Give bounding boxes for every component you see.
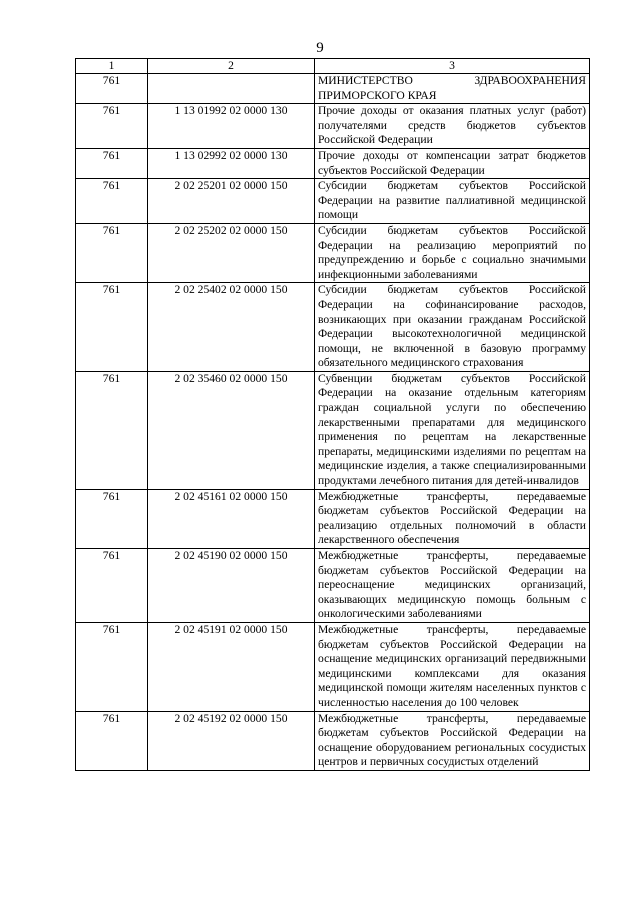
administrator-code-cell: 761 [76, 148, 148, 178]
table-row [76, 711, 590, 770]
column-header-1: 1 [76, 59, 148, 74]
column-header-2: 2 [148, 59, 315, 74]
table-row [76, 74, 590, 104]
administrator-code-cell: 761 [76, 223, 148, 282]
revenue-code-cell: 1 13 01992 02 0000 130 [148, 104, 315, 149]
revenue-name-cell: Субсидии бюджетам субъектов Российской Федерации на софинансирование расходов, возникающих при оказании гражданам Российской Федерации высокотехнологичной медицинской помощи, не включенной в базовую программу обязательного медицинского страхования [315, 283, 590, 372]
administrator-code-cell: 761 [76, 549, 148, 623]
table-body [76, 59, 590, 771]
administrator-code-cell: 761 [76, 489, 148, 548]
revenue-name-cell: МИНИСТЕРСТВО ЗДРАВООХРАНЕНИЯ ПРИМОРСКОГО КРАЯ [315, 74, 590, 104]
administrator-code-cell: 761 [76, 74, 148, 104]
table-row [76, 489, 590, 548]
revenue-name-cell: Прочие доходы от оказания платных услуг (работ) получателями средств бюджетов субъектов Российской Федерации [315, 104, 590, 149]
page-number: 9 [316, 40, 324, 56]
administrator-code-cell: 761 [76, 283, 148, 372]
revenue-code-cell [148, 74, 315, 104]
administrator-code-cell: 761 [76, 179, 148, 224]
administrator-code-cell: 761 [76, 711, 148, 770]
revenue-name-cell: Прочие доходы от компенсации затрат бюджетов субъектов Российской Федерации [315, 148, 590, 178]
revenue-name-cell: Межбюджетные трансферты, передаваемые бюджетам субъектов Российской Федерации на оснащение медицинских организаций передвижными медицинскими комплексами для оказания медицинской помощи жителям населенных пунктов с численностью населения до 100 человек [315, 622, 590, 711]
revenue-code-cell: 2 02 45192 02 0000 150 [148, 711, 315, 770]
revenue-code-cell: 2 02 45190 02 0000 150 [148, 549, 315, 623]
table-row [76, 371, 590, 489]
table-row [76, 104, 590, 149]
administrator-code-cell: 761 [76, 622, 148, 711]
administrator-code-cell: 761 [76, 104, 148, 149]
revenue-name-cell: Субсидии бюджетам субъектов Российской Федерации на развитие паллиативной медицинской помощи [315, 179, 590, 224]
column-header-3: 3 [315, 59, 590, 74]
revenue-code-cell: 2 02 25201 02 0000 150 [148, 179, 315, 224]
revenue-code-cell: 1 13 02992 02 0000 130 [148, 148, 315, 178]
table-row [76, 223, 590, 282]
revenue-name-cell: Субвенции бюджетам субъектов Российской Федерации на оказание отдельным категориям граждан социальной услуги по обеспечению лекарственными препаратами для медицинского применения по рецептам на лекарственные препараты, медицинскими изделиями по рецептам на медицинские изделия, а также специализированными продуктами лечебного питания для детей-инвалидов [315, 371, 590, 489]
table-header-row [76, 59, 590, 74]
table-row [76, 549, 590, 623]
revenue-code-cell: 2 02 25402 02 0000 150 [148, 283, 315, 372]
revenue-name-cell: Межбюджетные трансферты, передаваемые бюджетам субъектов Российской Федерации на реализацию отдельных полномочий в области лекарственного обеспечения [315, 489, 590, 548]
revenue-codes-table [75, 58, 590, 771]
revenue-code-cell: 2 02 45161 02 0000 150 [148, 489, 315, 548]
revenue-name-cell: Межбюджетные трансферты, передаваемые бюджетам субъектов Российской Федерации на переоснащение медицинских организаций, оказывающих медицинскую помощь больным с онкологическими заболеваниями [315, 549, 590, 623]
revenue-name-cell: Субсидии бюджетам субъектов Российской Федерации на реализацию мероприятий по предупреждению и борьбе с социально значимыми инфекционными заболеваниями [315, 223, 590, 282]
revenue-code-cell: 2 02 25202 02 0000 150 [148, 223, 315, 282]
table-row [76, 148, 590, 178]
table-row [76, 283, 590, 372]
table-row [76, 179, 590, 224]
revenue-name-cell: Межбюджетные трансферты, передаваемые бюджетам субъектов Российской Федерации на оснащение оборудованием региональных сосудистых центров и первичных сосудистых отделений [315, 711, 590, 770]
administrator-code-cell: 761 [76, 371, 148, 489]
table-row [76, 622, 590, 711]
revenue-code-cell: 2 02 45191 02 0000 150 [148, 622, 315, 711]
revenue-code-cell: 2 02 35460 02 0000 150 [148, 371, 315, 489]
